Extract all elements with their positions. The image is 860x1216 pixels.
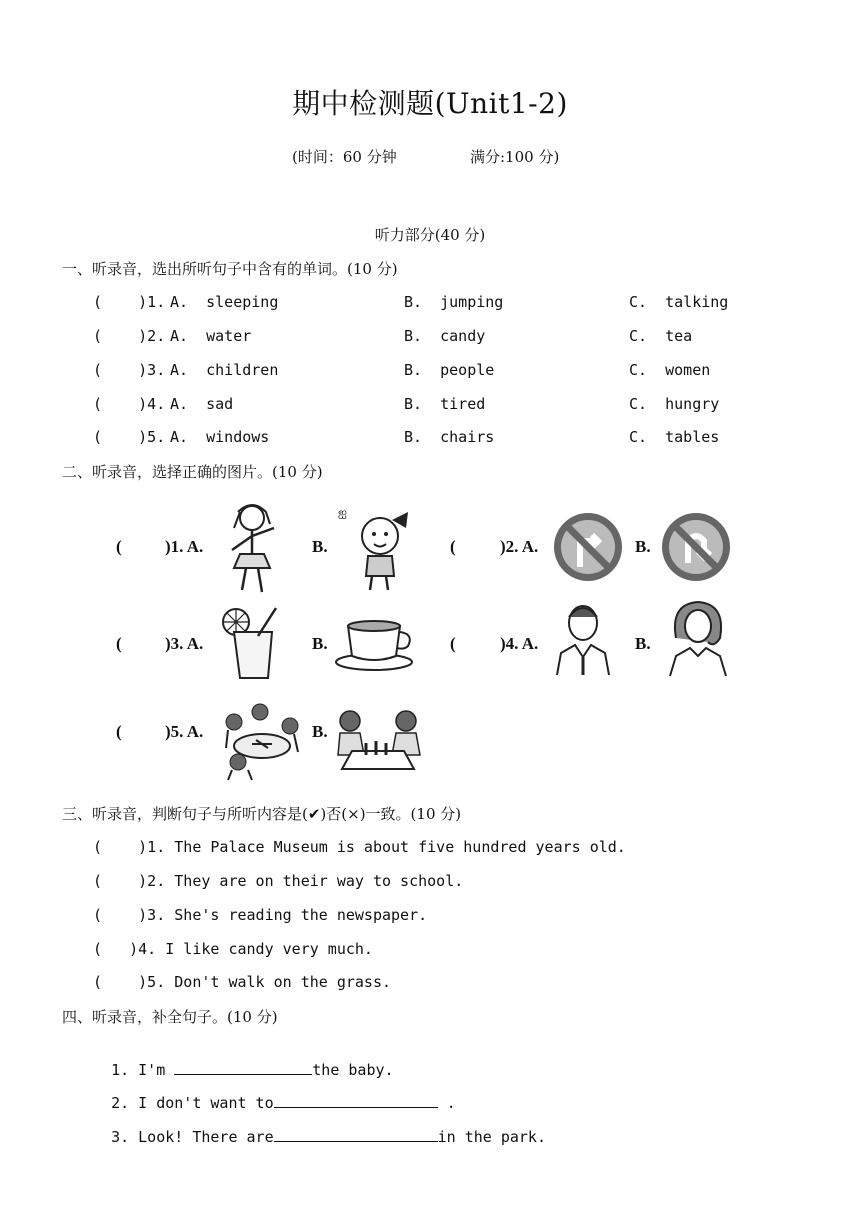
no-u-turn-sign-picture bbox=[660, 511, 732, 583]
s3-q1: ( )1. The Palace Museum is about five hundred years old. bbox=[93, 838, 626, 856]
s1-q4-option-c: C. hungry bbox=[629, 395, 720, 413]
s2-q2-paren: ( bbox=[450, 537, 456, 556]
s2-q5-label: )5. A. bbox=[165, 722, 204, 741]
s1-q5-option-a: A. windows bbox=[170, 428, 270, 446]
cup-of-tea-picture bbox=[334, 616, 416, 672]
s2-q3-paren: ( bbox=[116, 634, 122, 653]
s2-q1-paren: ( bbox=[116, 537, 122, 556]
s4-q3-blank[interactable] bbox=[274, 1126, 438, 1142]
s3-q3: ( )3. She's reading the newspaper. bbox=[93, 906, 428, 924]
orange-juice-glass-picture bbox=[218, 606, 282, 680]
s1-q3-option-c: C. women bbox=[629, 361, 711, 379]
s4-q2 bbox=[93, 1074, 456, 1112]
s1-q4-option-b: B. tired bbox=[404, 395, 486, 413]
s2-q5-b-label: B. bbox=[312, 722, 328, 741]
s1-q3-option-a: A. children bbox=[170, 361, 279, 379]
s4-q1-before: 1. I'm bbox=[111, 1061, 175, 1079]
s1-q2-option-a: A. water bbox=[170, 327, 252, 345]
s4-q2-before: 2. I don't want to bbox=[111, 1094, 274, 1112]
s2-q5-paren: ( bbox=[116, 722, 122, 741]
s4-q3-after: in the park. bbox=[437, 1128, 546, 1146]
s2-q4-paren: ( bbox=[450, 634, 456, 653]
page-title: 期中检测题(Unit1-2) bbox=[292, 87, 568, 120]
section1-heading: 一、听录音，选出所听句子中含有的单词。(10 分) bbox=[62, 260, 398, 278]
s2-q3-label: )3. A. bbox=[165, 634, 204, 653]
s1-q2-option-c: C. tea bbox=[629, 327, 693, 345]
section2-heading: 二、听录音，选择正确的图片。(10 分) bbox=[62, 463, 323, 481]
s3-q4: ( )4. I like candy very much. bbox=[93, 940, 373, 958]
s1-q1-option-a: A. sleeping bbox=[170, 293, 279, 311]
svg-text:ஐ: ஐ bbox=[338, 506, 347, 519]
section4-heading: 四、听录音，补全句子。(10 分) bbox=[62, 1008, 278, 1026]
girl-thinking-picture bbox=[336, 500, 416, 592]
s1-q1-option-b: B. jumping bbox=[404, 293, 504, 311]
s1-q4-option-a: A. sad bbox=[170, 395, 234, 413]
score-label: 满分:100 分) bbox=[470, 148, 560, 166]
man-picture bbox=[553, 601, 613, 677]
s1-q5-option-b: B. chairs bbox=[404, 428, 495, 446]
s3-q2: ( )2. They are on their way to school. bbox=[93, 872, 464, 890]
s1-q5-number: ( )5. bbox=[93, 428, 166, 446]
family-dinner-picture bbox=[218, 700, 306, 782]
s1-q1-option-c: C. talking bbox=[629, 293, 729, 311]
s2-q4-label: )4. A. bbox=[500, 634, 539, 653]
s2-q4-b-label: B. bbox=[635, 634, 651, 653]
s4-q2-after: . bbox=[437, 1094, 456, 1112]
s2-q2-label: )2. A. bbox=[500, 537, 539, 556]
s4-q1-after: the baby. bbox=[312, 1061, 394, 1079]
s2-q2-b-label: B. bbox=[635, 537, 651, 556]
children-playing-chess-picture bbox=[330, 705, 426, 775]
s1-q5-option-c: C. tables bbox=[629, 428, 720, 446]
s1-q1-number: ( )1. bbox=[93, 293, 166, 311]
section3-heading: 三、听录音，判断句子与所听内容是(✔)否(×)一致。(10 分) bbox=[62, 805, 462, 823]
s1-q3-option-b: B. people bbox=[404, 361, 495, 379]
s2-q3-b-label: B. bbox=[312, 634, 328, 653]
s2-q1-b-label: B. bbox=[312, 537, 328, 556]
s4-q3 bbox=[93, 1108, 546, 1146]
s1-q2-number: ( )2. bbox=[93, 327, 166, 345]
dancing-girl-picture bbox=[218, 498, 290, 598]
s3-q5: ( )5. Don't walk on the grass. bbox=[93, 973, 392, 991]
s4-q3-before: 3. Look! There are bbox=[111, 1128, 274, 1146]
time-label: (时间：60 分钟 bbox=[292, 148, 397, 166]
s1-q3-number: ( )3. bbox=[93, 361, 166, 379]
s1-q4-number: ( )4. bbox=[93, 395, 166, 413]
woman-picture bbox=[664, 598, 732, 678]
no-right-turn-sign-picture bbox=[552, 511, 624, 583]
s1-q2-option-b: B. candy bbox=[404, 327, 486, 345]
s4-q2-blank[interactable] bbox=[274, 1092, 438, 1108]
s4-q1-blank[interactable] bbox=[174, 1059, 312, 1075]
listening-part-heading: 听力部分(40 分) bbox=[374, 226, 486, 244]
s2-q1-label: )1. A. bbox=[165, 537, 204, 556]
